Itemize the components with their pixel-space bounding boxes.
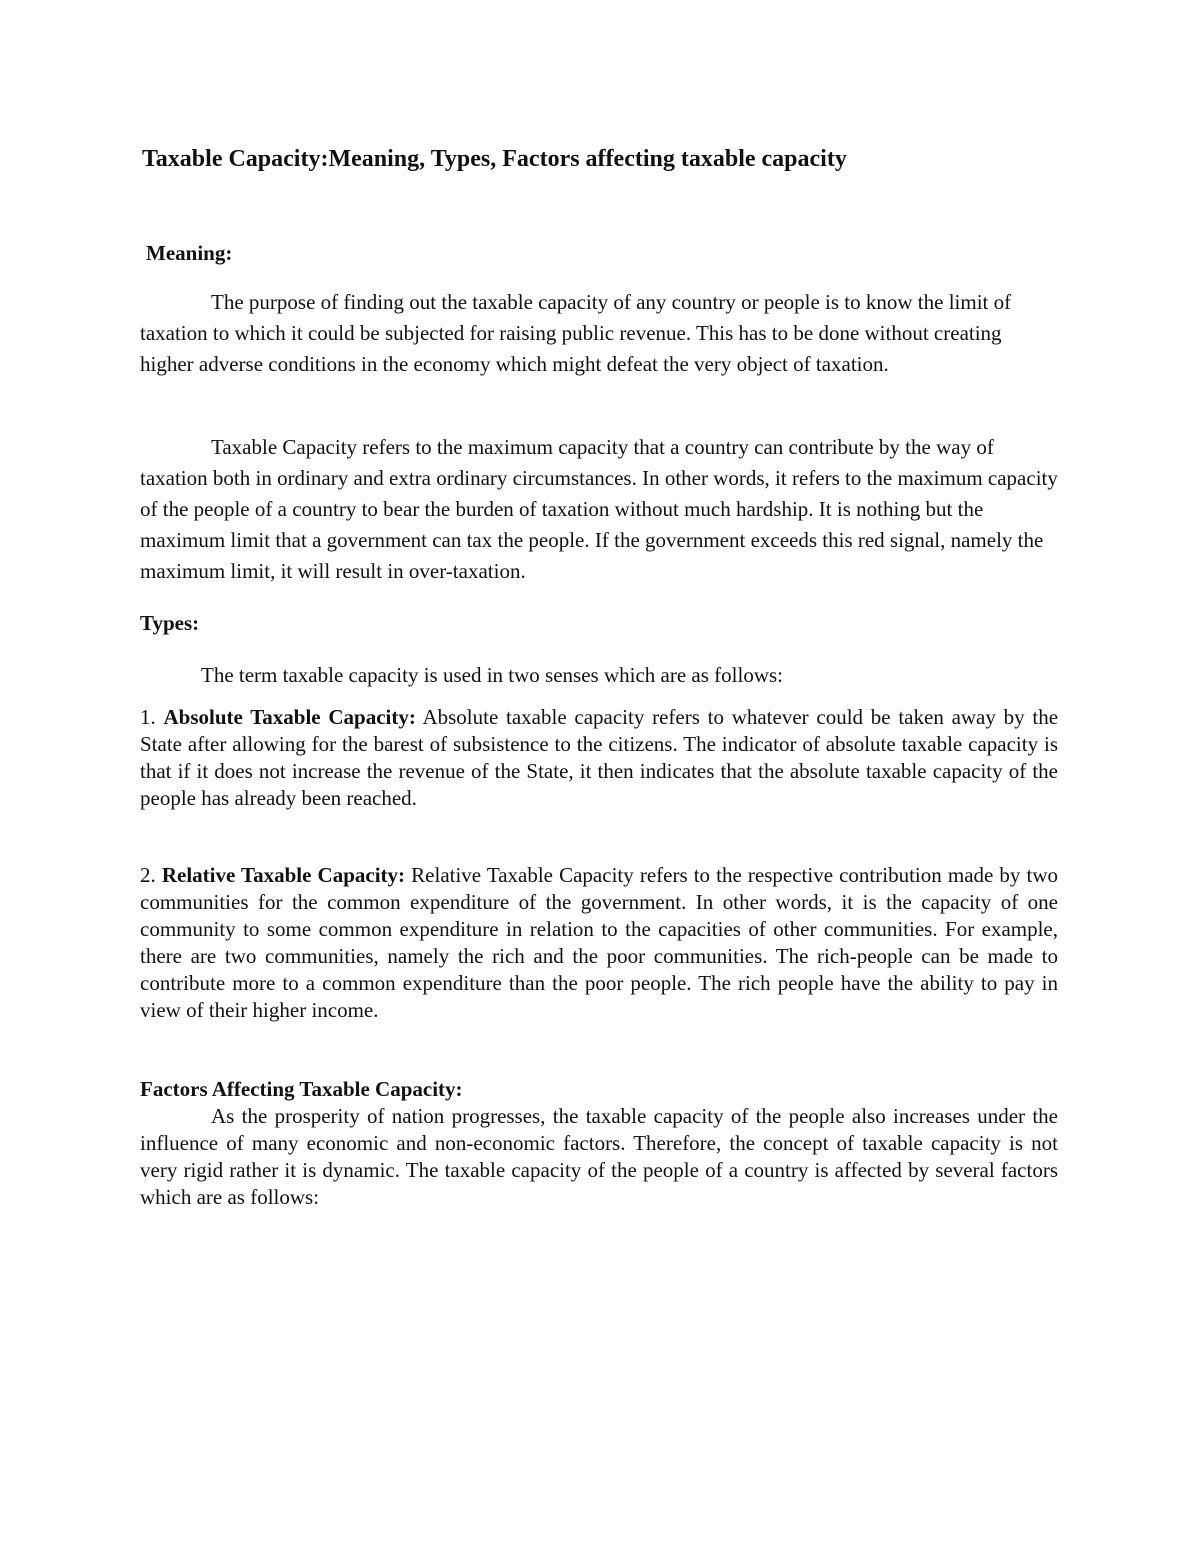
types-heading: Types:	[140, 611, 200, 635]
document-title: Taxable Capacity:Meaning, Types, Factors affecting taxable capacity	[142, 146, 847, 172]
factors-heading: Factors Affecting Taxable Capacity:	[140, 1077, 463, 1101]
factors-paragraph: As the prosperity of nation progresses, the taxable capacity of the people also increases under the influence of many economic and non-economic factors. Therefore, the concept of taxable capacity is not very rigid rather it is dynamic. The taxable capacity of the people of a country is affected by several factors which are as follows:	[140, 1104, 1058, 1209]
type-item-number: 1.	[140, 705, 156, 729]
meaning-paragraph-2: Taxable Capacity refers to the maximum capacity that a country can contribute by the way of taxation both in ordinary and extra ordinary circumstances. In other words, it refers to the maximum capacity of the people of a country to bear the burden of taxation without much hardship. It is nothing but the maximum limit that a government can tax the people. If the government exceeds this red signal, namely the maximum limit, it will result in over-taxation.	[140, 435, 1058, 583]
type-item-text: Absolute taxable capacity refers to whatever could be taken away by the State after allowing for the barest of subsistence to the citizens. The indicator of absolute taxable capacity is that if it does not increase the revenue of the State, it then indicates that the absolute taxable capacity of the people has already been reached.	[140, 705, 1059, 810]
meaning-heading: Meaning:	[146, 241, 233, 265]
type-item-relative	[140, 862, 1058, 1024]
meaning-paragraph-1: The purpose of finding out the taxable capacity of any country or people is to know the limit of taxation to which it could be subjected for raising public revenue. This has to be done without creating higher adverse conditions in the economy which might defeat the very object of taxation.	[140, 290, 1012, 376]
type-item-term: Relative Taxable Capacity:	[161, 863, 406, 887]
types-intro: The term taxable capacity is used in two senses which are as follows:	[201, 663, 783, 687]
type-item-number: 2.	[140, 863, 156, 887]
type-item-text: Relative Taxable Capacity refers to the respective contribution made by two communities for the common expenditure of the government. In other words, it is the capacity of one community to some common expenditure in relation to the capacities of other communities. For example, there are two communities, namely the rich and the poor communities. The rich-people can be made to contribute more to a common expenditure than the poor people. The rich people have the ability to pay in view of their higher income.	[140, 863, 1059, 1022]
type-item-absolute	[140, 704, 1058, 812]
type-item-term: Absolute Taxable Capacity:	[163, 705, 416, 729]
